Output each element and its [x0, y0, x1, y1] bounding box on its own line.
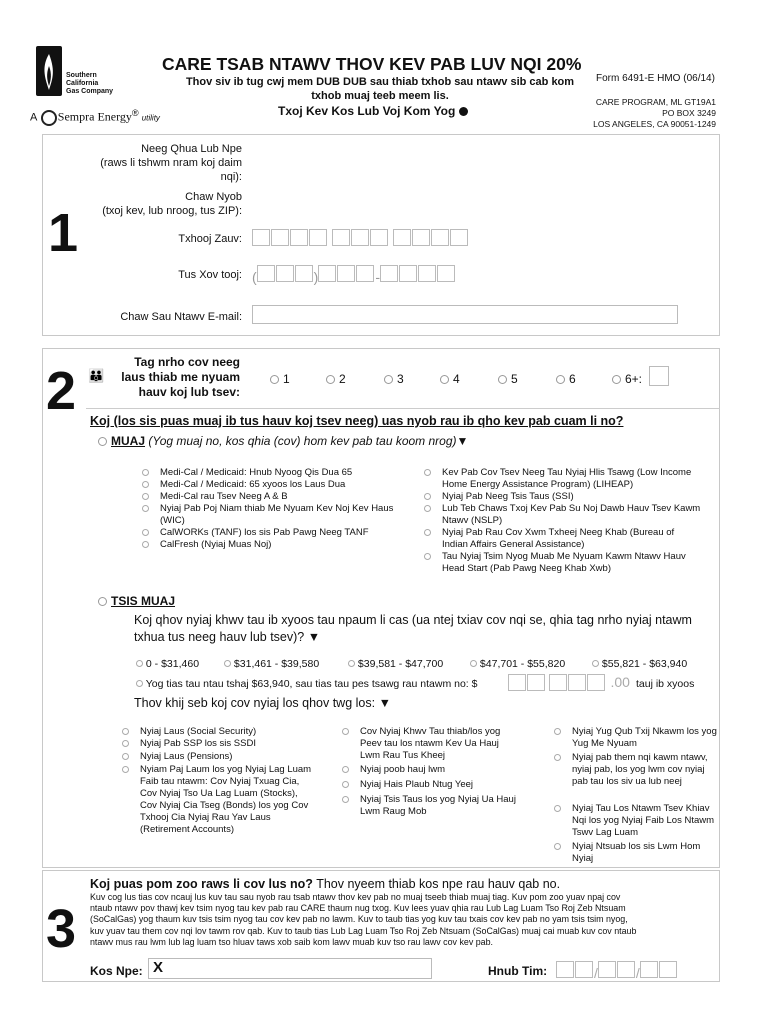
- program-checkbox[interactable]: [160, 503, 396, 527]
- agreement-line: (SoCalGas) yog thaum kuv tsis tsim nyog tau cov kev pab no lawm. Kuv to taub tias yog kuv tau txais cov kev pab no yam tsis tsim nyog,: [90, 914, 628, 925]
- phone-dash: -: [375, 269, 381, 285]
- program-checkbox[interactable]: [442, 527, 702, 551]
- program-checkbox[interactable]: [160, 479, 390, 491]
- income-source-checkbox[interactable]: [360, 779, 520, 791]
- cents-label: .00: [610, 674, 630, 690]
- household-6plus-field[interactable]: [649, 366, 669, 386]
- income-source-checkbox[interactable]: [360, 726, 520, 762]
- option-label: 3: [397, 372, 404, 386]
- option-label: 5: [511, 372, 518, 386]
- program-checkbox[interactable]: [160, 467, 390, 479]
- label-line: Tag nrho cov neeg: [134, 355, 240, 369]
- account-number-label: Txhooj Zauv:: [178, 233, 242, 245]
- income-source-checkbox[interactable]: [140, 764, 312, 836]
- fill-note: [278, 104, 468, 118]
- source-label: Nyiaj Tsis Taus los yog Nyiaj Ua Hauj Lwm Raug Mob: [360, 794, 516, 817]
- source-label: Nyiaj Hais Plaub Ntug Yeej: [360, 779, 474, 790]
- sempra-swirl-icon: [41, 110, 57, 126]
- option-label: 2: [339, 372, 346, 386]
- logo-line: California: [66, 80, 99, 87]
- program-label: Nyiaj Pab Rau Cov Xwm Txheej Neeg Khab (Bureau of Indian Affairs General Assistance): [442, 527, 675, 550]
- income-amount-field[interactable]: [508, 674, 653, 696]
- option-label: 6: [569, 372, 576, 386]
- household-option-1[interactable]: [270, 372, 290, 386]
- sources-question-text: Thov khij seb koj cov nyiaj los qhov twg los:: [134, 696, 376, 710]
- sources-question: [134, 696, 391, 710]
- label-line: hauv koj lub tsev:: [138, 385, 240, 399]
- program-label: Medi-Cal / Medicaid: 65 xyoos los Laus Dua: [160, 479, 346, 490]
- sempra-logo: A Sempra Energy® utility: [30, 108, 160, 126]
- signature-field[interactable]: [148, 958, 432, 979]
- logo-line: Southern: [66, 72, 97, 79]
- agreement-text: [90, 892, 718, 948]
- income-source-checkbox[interactable]: [572, 752, 718, 788]
- mailing-address: [560, 97, 716, 130]
- section-number-2: 2: [46, 361, 77, 421]
- phone-paren: ): [313, 269, 319, 285]
- program-label: CalWORKs (TANF) los sis Pab Pawg Neeg TANF: [160, 527, 369, 538]
- agreement-heading: [90, 877, 560, 891]
- flame-icon: [36, 46, 62, 96]
- income-source-checkbox[interactable]: [572, 726, 718, 750]
- email-field[interactable]: [252, 305, 678, 324]
- program-label: Nyiaj Pab Poj Niam thiab Me Nyuam Kev Noj Kev Haus (WIC): [160, 503, 394, 526]
- program-label: Lub Teb Chaws Txoj Kev Pab Su Noj Dawb Hauv Tsev Kawm Ntawv (NSLP): [442, 503, 701, 526]
- instructions-line: Thov siv ib tug cwj mem DUB DUB sau thiab txhob sau ntawv sib cab kom: [185, 76, 575, 88]
- income-source-checkbox[interactable]: [140, 738, 310, 750]
- household-option-5[interactable]: [498, 372, 518, 386]
- email-label: Chaw Sau Ntawv E-mail:: [120, 311, 242, 323]
- household-option-4[interactable]: [440, 372, 460, 386]
- income-source-checkbox[interactable]: [360, 794, 520, 818]
- down-arrow-icon: ▼: [378, 696, 391, 710]
- question-line: Koj qhov nyiaj khwv tau ib xyoos tau npaum li cas (ua ntej txiav cov nqi se, qhia tag nrho nyiaj ntawm: [134, 613, 692, 627]
- fill-note-text: Txoj Kev Kos Lub Voj Kom Yog: [278, 104, 456, 118]
- source-label: Nyiam Paj Laum los yog Nyiaj Lag Luam Faib tau ntawm: Cov Nyiaj Txuag Cia, Cov Nyiaj Tso Ua Lag Luam (Stocks), Cov Nyiaj Cia Tseg (Bonds) los yog Cov Txhooj Cia Nyiaj Rau Yav Laus (Retirement Accounts): [140, 764, 312, 835]
- source-label: Nyiaj pab them nqi kawm ntawv, nyiaj pab, los yog lwm cov nyiaj pab tau los siv ua lub neej: [572, 752, 708, 787]
- address-line: PO BOX 3249: [662, 108, 716, 118]
- question-line: txhua tus neeg hauv lub tsev)?: [134, 630, 305, 644]
- household-option-6[interactable]: [556, 372, 576, 386]
- signature-label: Kos Npe:: [90, 964, 143, 978]
- income-range-5[interactable]: [592, 658, 687, 670]
- option-label: 4: [453, 372, 460, 386]
- label-line: laus thiab me nyuam: [121, 370, 240, 384]
- phone-field[interactable]: [252, 265, 456, 285]
- logo-line: Gas Company: [66, 88, 114, 95]
- source-label: Cov Nyiaj Khwv Tau thiab/los yog Peev tau los ntawm Kev Ua Hauj Lwm Rau Tus Kheej: [360, 726, 501, 761]
- program-label: CalFresh (Nyiaj Muas Noj): [160, 539, 272, 550]
- program-checkbox[interactable]: [442, 467, 718, 491]
- yes-option[interactable]: [98, 434, 468, 448]
- program-question: Koj (los sis puas muaj ib tus hauv koj tsev neeg) uas nyob rau ib qho kev pab cuam li no?: [90, 414, 624, 428]
- phone-paren: (: [252, 269, 257, 285]
- income-source-checkbox[interactable]: [140, 751, 310, 763]
- down-arrow-icon: ▼: [307, 630, 321, 644]
- instructions: [170, 75, 590, 103]
- date-field[interactable]: [556, 961, 678, 981]
- agreement-line: ntaub ntawv pov thawj kev tsim nyog tau kev pab rau CARE thaum nug txog. Kuv lees yuav qhia rau Lub Lag Luam Tso Roj Zeb Ntsuam: [90, 903, 626, 914]
- yes-note: (Yog muaj no, kos qhia (cov) hom kev pab tau koom nrog): [148, 434, 457, 448]
- household-option-3[interactable]: [384, 372, 404, 386]
- section-number-1: 1: [48, 203, 79, 263]
- household-option-2[interactable]: [326, 372, 346, 386]
- income-range-2[interactable]: [224, 658, 319, 670]
- program-checkbox[interactable]: [160, 491, 390, 503]
- label-line: nqi):: [220, 171, 242, 183]
- range-label: 0 - $31,460: [145, 658, 200, 670]
- program-checkbox[interactable]: [160, 539, 396, 551]
- program-label: Nyiaj Pab Neeg Tsis Taus (SSI): [442, 491, 574, 502]
- address-line: CARE PROGRAM, ML GT19A1: [595, 97, 716, 107]
- range-label: $55,821 - $63,940: [601, 658, 688, 670]
- household-size-label: [110, 355, 240, 400]
- agreement-line: ntawv mus rau lwm lub lag luam tso hluav taws xob saib kom lawv muab kuv tso rau lawv cov kev pab.: [90, 936, 493, 947]
- instructions-line: txhob muaj teeb meem lis.: [311, 90, 449, 102]
- agreement-line: Kuv cog lus tias cov ncauj lus kuv tau sau nyob rau tsab ntawv thov kev pab no muaj tseeb thiab muaj tiag. Kuv pom zoo yuav npaj cov: [90, 892, 621, 902]
- label-line: (raws li tshwm nram koj daim: [100, 157, 242, 169]
- phone-label: Tus Xov tooj:: [178, 269, 242, 281]
- yes-label: MUAJ: [111, 434, 146, 448]
- range-label: $47,701 - $55,820: [479, 658, 566, 670]
- program-checkbox[interactable]: [442, 551, 702, 575]
- source-label: Nyiaj Yug Qub Txij Nkawm los yog Yug Me Nyuam: [572, 726, 717, 749]
- range-label: $39,581 - $47,700: [357, 658, 444, 670]
- income-source-checkbox[interactable]: [140, 726, 310, 738]
- agreement-heading-bold: Koj puas pom zoo raws li cov lus no?: [90, 877, 313, 891]
- program-label: Kev Pab Cov Tsev Neeg Tau Nyiaj Hlis Tsawg (Low Income Home Energy Assistance Program) (LIHEAP): [442, 467, 692, 490]
- income-over-option[interactable]: [136, 678, 477, 690]
- program-label: Medi-Cal / Medicaid: Hnub Nyoog Qis Dua 65: [160, 467, 353, 478]
- account-number-field[interactable]: [252, 229, 469, 251]
- source-label: Nyiaj Pab SSP los sis SSDI: [140, 738, 256, 749]
- down-arrow-icon: ▼: [456, 434, 469, 448]
- sempra-prefix: A: [30, 111, 37, 124]
- range-label: $31,461 - $39,580: [233, 658, 320, 670]
- sempra-name: Sempra Energy: [57, 109, 132, 124]
- date-separator: /: [635, 965, 640, 981]
- source-label: Nyiaj Tau Los Ntawm Tsev Khiav Nqi los yog Nyiaj Faib Los Ntawm Tswv Lag Luam: [572, 803, 715, 838]
- label-line: (txoj kev, lub nroog, tus ZIP):: [102, 205, 242, 217]
- agreement-line: kuv yuav tau them cov nqi lov tawm rov qab. Kuv to taub tias Lub Lag Luam Tso Roj Zeb Ntsuam (SoCalGas) muaj cai muab kuv cov ntaub: [90, 925, 637, 936]
- program-label: Tau Nyiaj Tsim Nyog Muab Me Nyuam Kawm Ntawv Hauv Head Start (Pab Pawg Neeg Khab Xwb): [442, 551, 686, 574]
- income-source-checkbox[interactable]: [572, 841, 718, 865]
- label-line: Chaw Nyob: [185, 191, 242, 203]
- income-question: [134, 612, 714, 646]
- income-suffix: tauj ib xyoos: [636, 678, 695, 690]
- agreement-heading-rest: Thov nyeem thiab kos npe rau hauv qab no.: [316, 877, 561, 891]
- signature-x-mark: X: [153, 959, 164, 976]
- income-source-checkbox[interactable]: [360, 764, 520, 776]
- service-address-label: [80, 190, 242, 218]
- sempra-suffix: utility: [141, 113, 160, 123]
- program-label: Medi-Cal rau Tsev Neeg A & B: [160, 491, 288, 502]
- income-range-3[interactable]: [348, 658, 443, 670]
- date-separator: /: [594, 965, 598, 981]
- option-label: 6+:: [625, 372, 643, 386]
- income-range-1[interactable]: [136, 658, 199, 670]
- address-line: LOS ANGELES, CA 90051-1249: [593, 119, 716, 129]
- source-label: Nyiaj poob hauj lwm: [360, 764, 446, 775]
- no-option[interactable]: [98, 594, 175, 608]
- source-label: Nyiaj Ntsuab los sis Lwm Hom Nyiaj: [572, 841, 701, 864]
- source-label: Nyiaj Laus (Social Security): [140, 726, 257, 737]
- income-source-checkbox[interactable]: [572, 803, 718, 839]
- no-label: TSIS MUAJ: [111, 594, 176, 608]
- program-checkbox[interactable]: [442, 503, 702, 527]
- socalgas-logo: [36, 46, 126, 98]
- filled-bubble-icon: [459, 107, 468, 116]
- section-2-divider: [86, 408, 720, 409]
- section-number-3: 3: [46, 899, 77, 959]
- label-line: Neeg Qhua Lub Npe: [141, 143, 242, 155]
- income-range-4[interactable]: [470, 658, 565, 670]
- program-checkbox[interactable]: [160, 527, 396, 539]
- over-label: Yog tias tau ntau tshaj $63,940, sau tias tau pes tsawg rau ntawm no: $: [145, 678, 478, 690]
- program-checkbox[interactable]: [442, 491, 718, 503]
- date-label: Hnub Tim:: [488, 964, 548, 978]
- source-label: Nyiaj Laus (Pensions): [140, 751, 233, 762]
- family-icon: 👪: [88, 368, 103, 383]
- option-label: 1: [283, 372, 290, 386]
- page-title: CARE TSAB NTAWV THOV KEV PAB LUV NQI 20%: [162, 54, 582, 74]
- household-option-6plus[interactable]: [612, 372, 642, 386]
- customer-name-label: [80, 142, 242, 184]
- form-number: Form 6491-E HMO (06/14): [596, 73, 715, 84]
